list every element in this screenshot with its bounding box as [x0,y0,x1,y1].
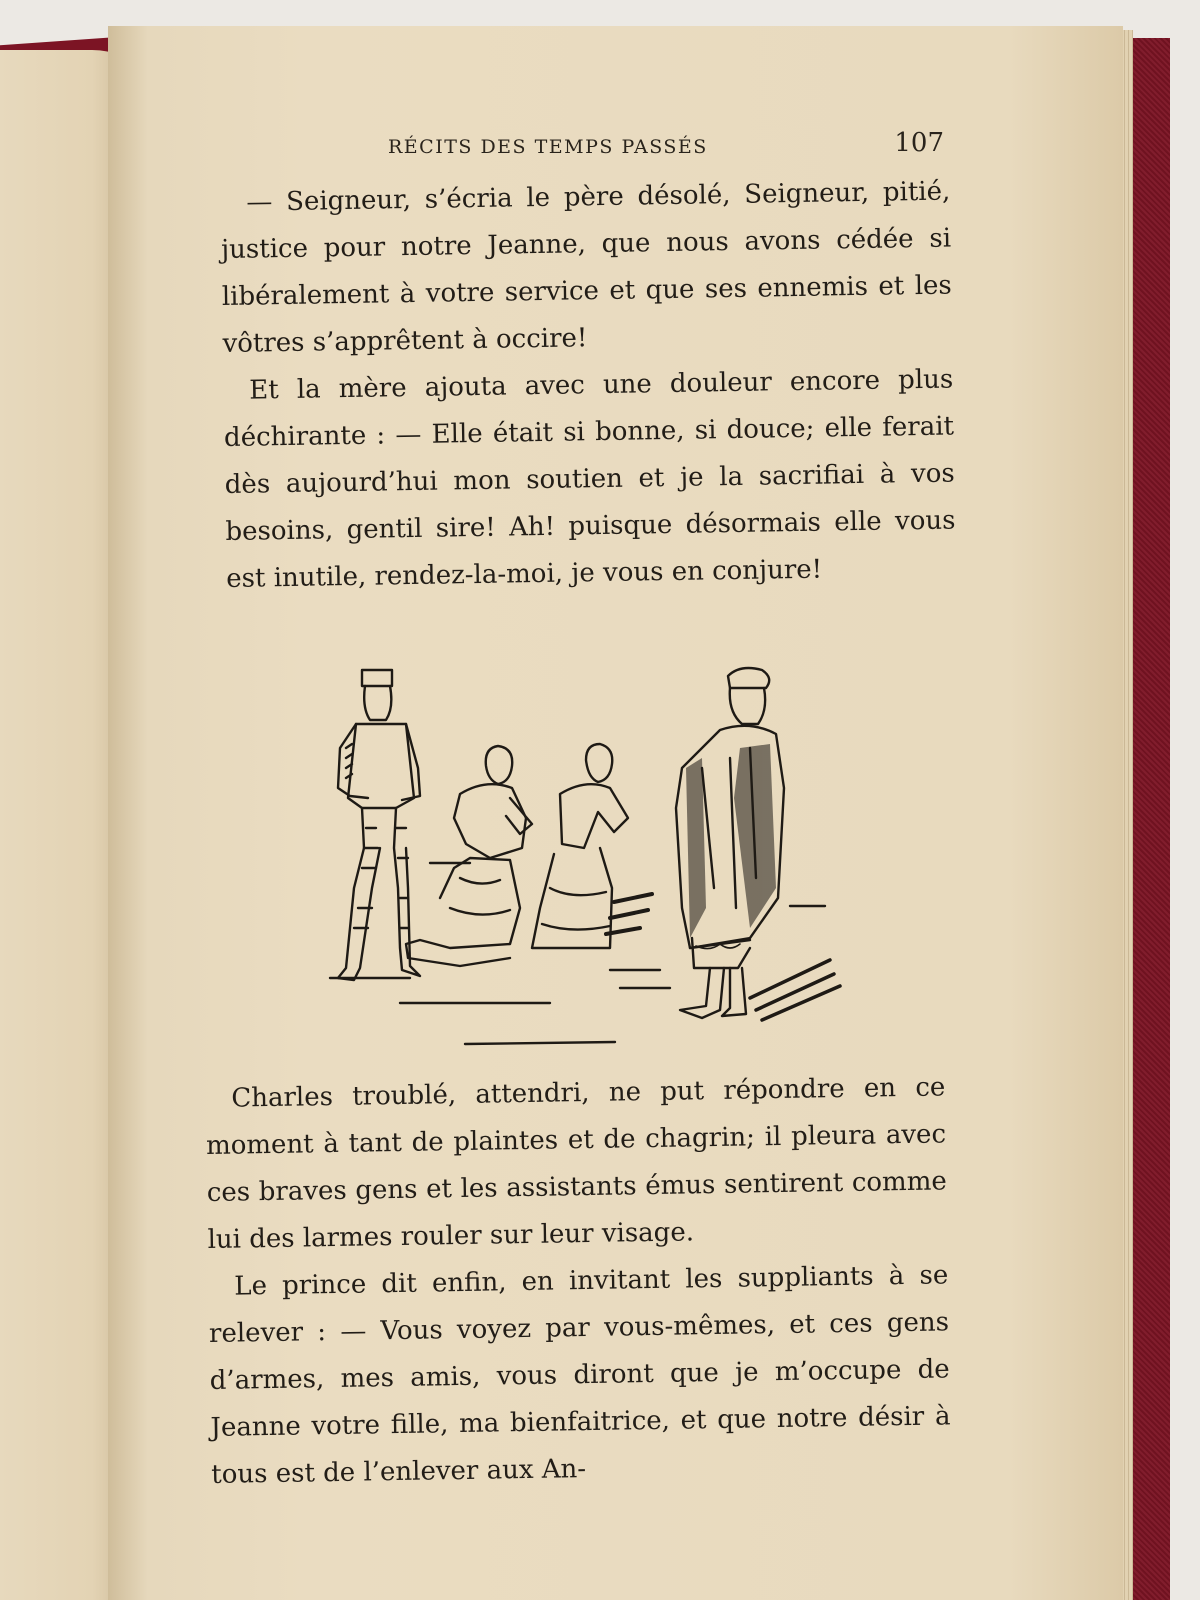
engraving-illustration [310,648,850,1058]
page-header [280,128,950,168]
paragraph: Le prince dit enfin, en invitant les suppliants à se relever : — Vous voyez par vous-mêmes, et ces gens d’armes, mes amis, vous diront que je m’occupe de Jeanne votre fille, ma bienfaitrice, et que notre désir à tous est de l’enlever aux An- [208,1260,951,1490]
page-number: 107 [894,128,944,158]
running-title: RÉCITS DES TEMPS PASSÉS [388,136,708,158]
text-block-top [220,169,957,603]
kneeling-mother-figure [532,744,652,948]
soldier-figure [338,670,420,980]
paragraph: — Seigneur, s’écria le père désolé, Seigneur, pitié, justice pour notre Jeanne, que nous avons cédée si libéralement à votre service et que ses ennemis et les vôtres s’apprêtent à occire! [220,176,952,359]
paragraph: Et la mère ajouta avec une douleur encore plus déchirante : — Elle était si bonne, si douce; elle ferait dès aujourd’hui mon soutien et je la sacrifiai à vos besoins, gentil sire! Ah! puisque désormais elle vous est inutile, rendez-la-moi, je vous en conjure! [223,364,956,594]
kneeling-father-figure [406,746,532,966]
paragraph: Charles troublé, attendri, ne put répondre en ce moment à tant de plaintes et de chagrin; il pleura avec ces braves gens et les assistants émus sentirent comme lui des larmes rouler sur leur visage. [205,1072,947,1255]
text-block-bottom [205,1064,952,1499]
